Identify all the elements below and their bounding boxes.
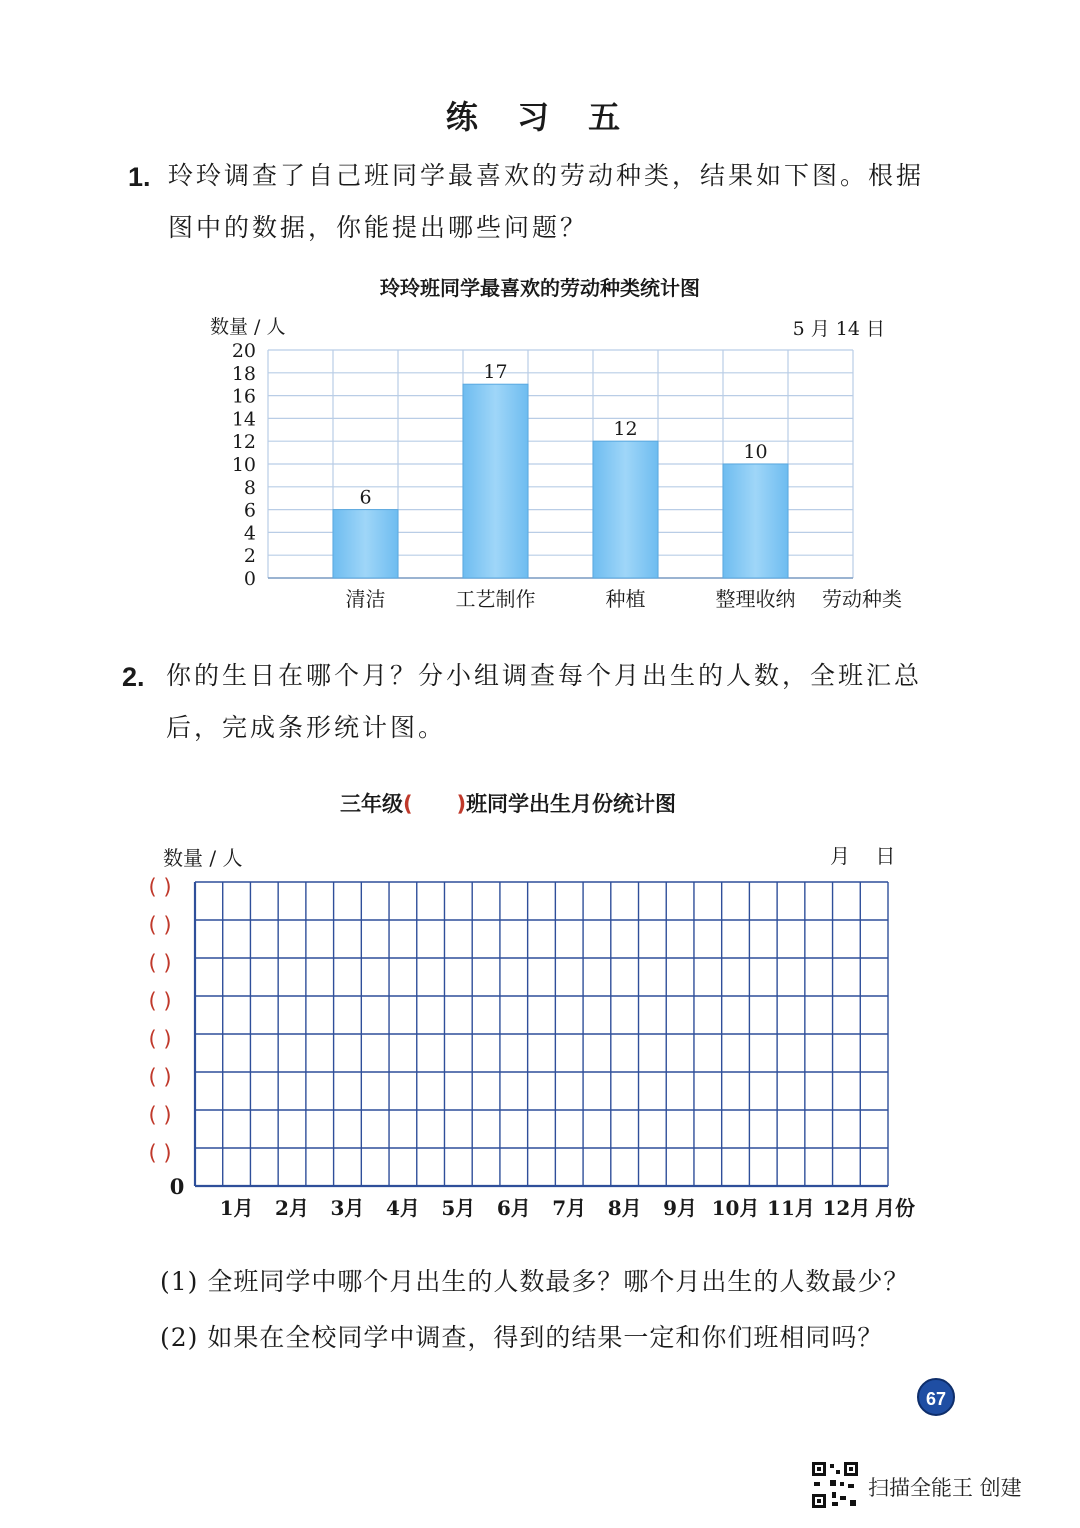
month-label: 7月 — [552, 1196, 587, 1220]
scanner-watermark-text: 扫描全能王 创建 — [868, 1476, 1022, 1500]
bar — [463, 384, 528, 578]
question-1-line2: 图中的数据，你能提出哪些问题？ — [168, 213, 589, 242]
chart-x-tick-labels — [346, 587, 796, 611]
blank-chart-date[interactable]: 月 日 — [830, 844, 896, 868]
y-value-blank[interactable]: ( ) — [148, 875, 172, 899]
sub-question-1: (1) 全班同学中哪个月出生的人数最多？哪个月出生的人数最少？ — [160, 1267, 910, 1296]
month-label: 4月 — [385, 1196, 420, 1220]
blank-chart-zero: 0 — [169, 1174, 185, 1199]
y-tick-label: 18 — [231, 362, 256, 385]
y-tick-label: 0 — [243, 568, 256, 590]
x-tick-label: 清洁 — [345, 587, 386, 611]
y-value-blank[interactable]: ( ) — [148, 989, 172, 1013]
month-label: 3月 — [330, 1196, 365, 1220]
qr-code-icon — [810, 1460, 860, 1510]
chart-y-axis-label: 数量 / 人 — [210, 316, 286, 338]
question-1-line1: 玲玲调查了自己班同学最喜欢的劳动种类，结果如下图。根据 — [168, 161, 925, 190]
x-tick-label: 工艺制作 — [455, 587, 536, 611]
blank-chart-title-grade: 三年级 — [340, 792, 403, 816]
y-tick-label: 4 — [243, 522, 256, 545]
question-2-line2: 后，完成条形统计图。 — [166, 713, 447, 742]
question-2-line1: 你的生日在哪个月？分小组调查每个月出生的人数，全班汇总 — [166, 661, 923, 690]
month-label: 12月 — [822, 1196, 871, 1220]
bar-value-label: 6 — [359, 486, 372, 509]
blank-chart-month-labels — [220, 1196, 871, 1220]
chart-bars — [333, 361, 788, 578]
bar — [333, 510, 398, 578]
blank-chart-y-blanks — [148, 875, 171, 1165]
bar-value-label: 10 — [743, 441, 768, 463]
labor-type-bar-chart — [0, 260, 1080, 630]
chart-x-axis-label: 劳动种类 — [822, 587, 902, 611]
bar-value-label: 17 — [483, 361, 508, 384]
y-tick-label: 14 — [231, 408, 256, 431]
month-label: 8月 — [607, 1196, 642, 1220]
bar — [723, 464, 788, 578]
bar — [593, 441, 658, 578]
y-value-blank[interactable]: ( ) — [148, 1065, 172, 1089]
y-value-blank[interactable]: ( ) — [148, 951, 172, 975]
y-value-blank[interactable]: ( ) — [148, 1103, 172, 1127]
month-label: 10月 — [711, 1196, 760, 1220]
chart-date: 5 月 14 日 — [792, 318, 885, 340]
question-1-number: 1. — [128, 162, 151, 192]
x-tick-label: 整理收纳 — [715, 587, 796, 611]
page-title: 练 习 五 — [445, 98, 635, 136]
blank-chart-title-suffix: 班同学出生月份统计图 — [466, 792, 677, 816]
month-label: 6月 — [496, 1196, 531, 1220]
y-tick-label: 8 — [243, 476, 256, 499]
y-tick-label: 10 — [231, 454, 256, 476]
sub-question-2: (2) 如果在全校同学中调查，得到的结果一定和你们班相同吗？ — [160, 1323, 884, 1352]
page-number-badge: 67 — [917, 1378, 955, 1416]
x-tick-label: 种植 — [605, 587, 646, 611]
month-label: 9月 — [663, 1196, 698, 1220]
y-tick-label: 12 — [231, 431, 256, 454]
bar-value-label: 12 — [613, 418, 638, 441]
blank-chart-y-axis-label: 数量 / 人 — [163, 846, 243, 870]
y-value-blank[interactable]: ( ) — [148, 1027, 172, 1051]
month-label: 5月 — [441, 1196, 476, 1220]
blank-chart-title-class-blank[interactable]: ( ) — [403, 792, 467, 816]
month-label: 2月 — [275, 1196, 309, 1220]
blank-chart-x-axis-label: 月份 — [875, 1196, 915, 1220]
chart-y-ticks — [232, 340, 256, 590]
chart-title: 玲玲班同学最喜欢的劳动种类统计图 — [380, 276, 700, 300]
birth-month-blank-chart — [0, 860, 1080, 1220]
y-value-blank[interactable]: ( ) — [148, 913, 172, 937]
y-value-blank[interactable]: ( ) — [148, 1141, 172, 1165]
blank-chart-title — [340, 788, 676, 818]
month-label: 11月 — [767, 1196, 815, 1220]
y-tick-label: 16 — [231, 385, 256, 408]
blank-chart-grid — [195, 882, 888, 1186]
y-tick-label: 2 — [243, 545, 256, 568]
y-tick-label: 20 — [231, 340, 256, 362]
month-label: 1月 — [219, 1196, 254, 1220]
y-tick-label: 6 — [243, 499, 256, 522]
question-2-number: 2. — [122, 662, 145, 692]
